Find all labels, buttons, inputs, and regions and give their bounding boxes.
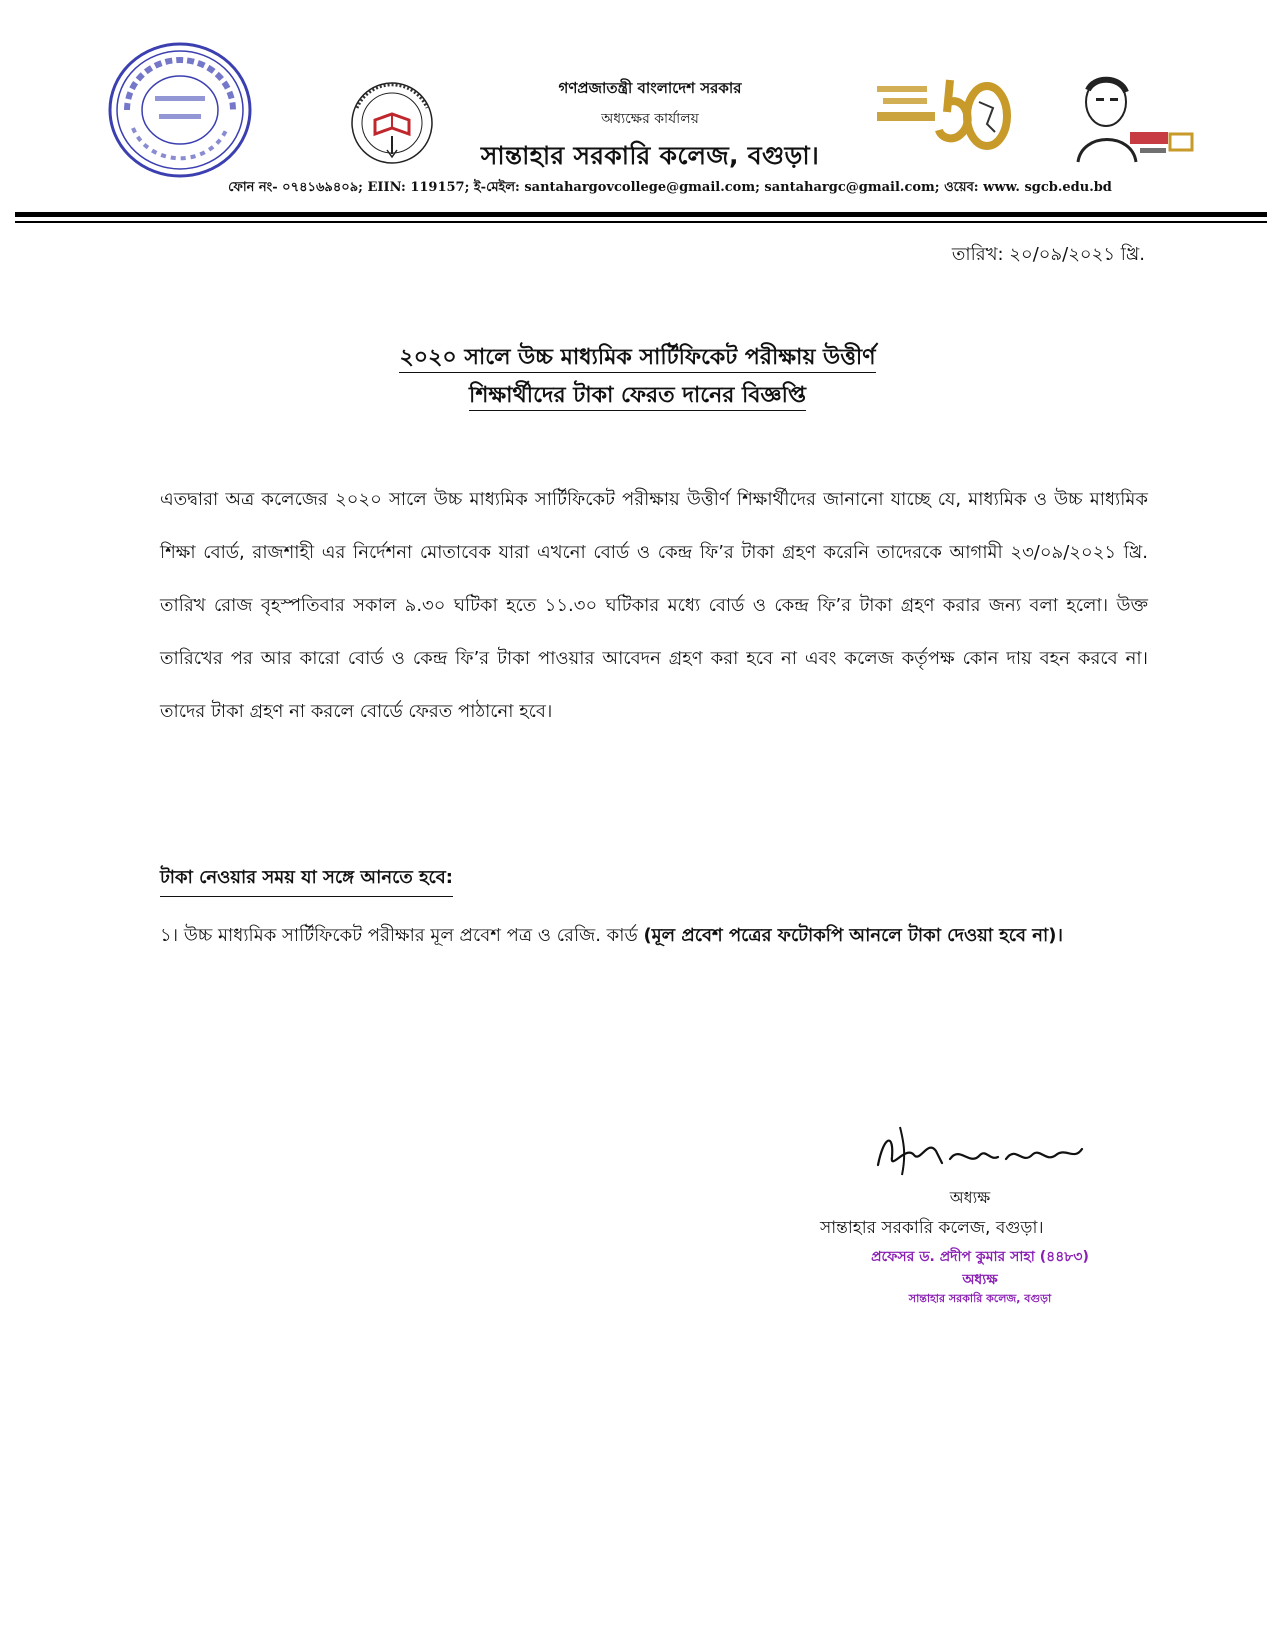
bangladesh-50-logo	[875, 72, 1015, 160]
office-name: অধ্যক্ষের কার্যালয়	[601, 111, 699, 127]
stamp-principal-name: প্রফেসর ড. প্রদীপ কুমার সাহা (৪৪৮৩)	[871, 1249, 1089, 1265]
stamp-college-name: সান্তাহার সরকারি কলেজ, বগুড়া	[908, 1292, 1052, 1305]
header-divider-thin	[15, 221, 1267, 223]
principal-signature	[870, 1115, 1090, 1185]
contact-info-line: ফোন নং- ০৭৪১৬৯৪০৯; EIIN: 119157; ই-মেইল: santahargovcollege@gmail.com; santahargc@gmail.com; ওয়েব: www. sgcb.edu.bd	[228, 180, 1112, 195]
notice-title-line-1: ২০২০ সালে উচ্চ মাধ্যমিক সার্টিফিকেট পরীক্ষায় উত্তীর্ণ	[0, 340, 1275, 377]
requirements-heading: টাকা নেওয়ার সময় যা সঙ্গে আনতে হবে:	[160, 863, 453, 897]
mujib-100-logo	[1070, 72, 1195, 167]
stamp-designation: অধ্যক্ষ	[962, 1272, 998, 1288]
signatory-designation: অধ্যক্ষ	[949, 1188, 991, 1207]
government-name: গণপ্রজাতন্ত্রী বাংলাদেশ সরকার	[558, 79, 742, 97]
college-seal-stamp	[105, 40, 255, 180]
header-divider-thick	[15, 212, 1267, 217]
signatory-college: সান্তাহার সরকারি কলেজ, বগুড়া।	[820, 1218, 1044, 1238]
notice-title-line-2: শিক্ষার্থীদের টাকা ফেরত দানের বিজ্ঞপ্তি	[0, 378, 1275, 415]
notice-body-paragraph: এতদ্বারা অত্র কলেজের ২০২০ সালে উচ্চ মাধ্যমিক সার্টিফিকেট পরীক্ষায় উত্তীর্ণ শিক্ষার্থীদের জানানো যাচ্ছে যে, মাধ্যমিক ও উচ্চ মাধ্যমিক শিক্ষা বোর্ড, রাজশাহী এর নির্দেশনা মোতাবেক যারা এখনো বোর্ড ও কেন্দ্র ফি’র টাকা গ্রহণ করেনি তাদেরকে আগামী ২৩/০৯/২০২১ খ্রি. তারিখ রোজ বৃহস্পতিবার সকাল ৯.৩০ ঘটিকা হতে ১১.৩০ ঘটিকার মধ্যে বোর্ড ও কেন্দ্র ফি’র টাকা গ্রহণ করার জন্য বলা হলো। উক্ত তারিখের পর আর কারো বোর্ড ও কেন্দ্র ফি’র টাকা পাওয়ার আবেদন গ্রহণ করা হবে না এবং কলেজ কর্তৃপক্ষ কোন দায় বহন করবে না। তাদের টাকা গ্রহণ না করলে বোর্ডে ফেরত পাঠানো হবে।	[160, 489, 1148, 722]
college-name-heading: সান্তাহার সরকারি কলেজ, বগুড়া।	[480, 141, 820, 170]
college-emblem-logo	[345, 78, 440, 168]
notice-date: তারিখ: ২০/০৯/২০২১ খ্রি.	[951, 244, 1145, 265]
requirement-item-1: ১। উচ্চ মাধ্যমিক সার্টিফিকেট পরীক্ষার মূল প্রবেশ পত্র ও রেজি. কার্ড (মূল প্রবেশ পত্রের ফটোকপি আনলে টাকা দেওয়া হবে না)।	[160, 925, 1063, 946]
